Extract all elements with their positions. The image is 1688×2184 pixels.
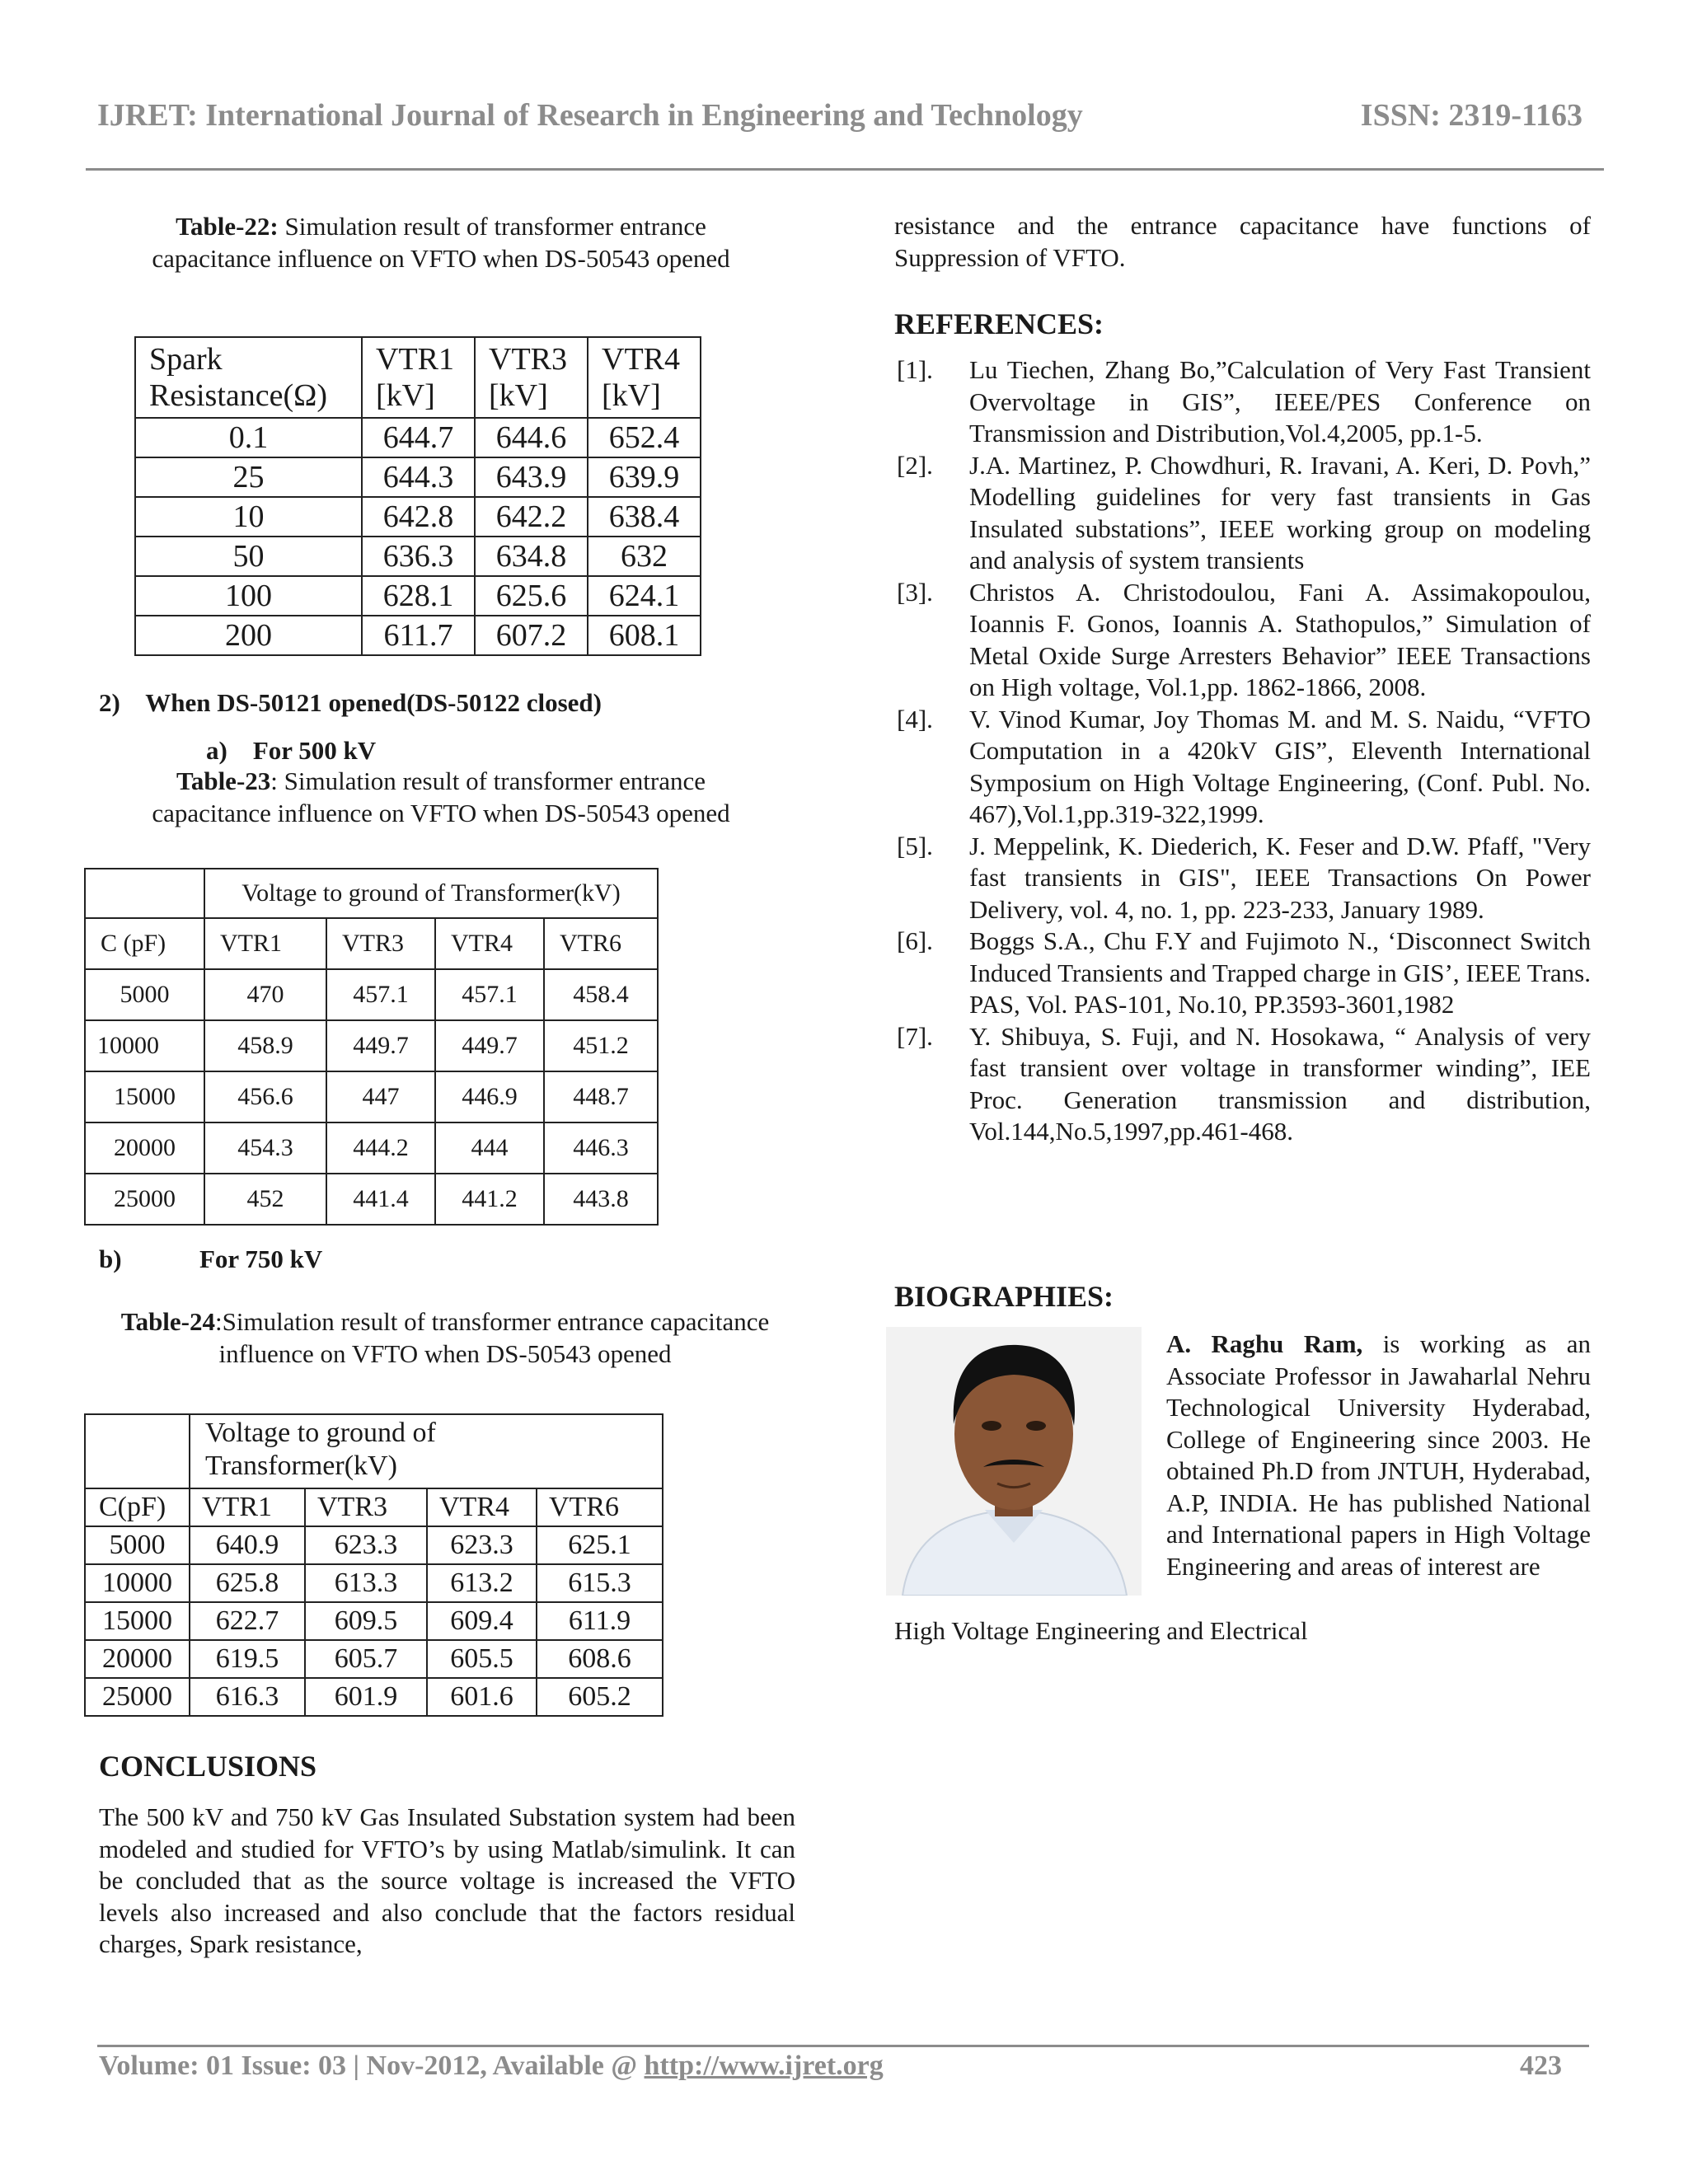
references-title: REFERENCES: xyxy=(894,307,1104,340)
table24-caption-text: :Simulation result of transformer entrance capacitance influence on VFTO when DS-50543 opened xyxy=(215,1307,770,1368)
table-row: 15000 456.6 447 446.9 448.7 xyxy=(85,1071,658,1122)
table22-header-cell: VTR4 [kV] xyxy=(588,337,701,418)
table22-caption-text: Simulation result of transformer entrance capacitance influence on VFTO when DS-50543 opened xyxy=(152,212,730,273)
table24-group-row xyxy=(85,1414,663,1488)
table-row: 25000 452 441.4 441.2 443.8 xyxy=(85,1174,658,1225)
reference-item: [5]. J. Meppelink, K. Diederich, K. Feser and D.W. Pfaff, "Very fast transients in GIS", IEEE Transactions On Power Delivery, vol. 4, no. 1, pp. 223-233, January 1989. xyxy=(897,831,1591,924)
page-number: 423 xyxy=(1520,2050,1562,2081)
section2-sub-b-label: b) xyxy=(99,1244,122,1273)
table-row: 10000 458.9 449.7 449.7 451.2 xyxy=(85,1020,658,1071)
footer-volume: Volume: 01 Issue: 03 | Nov-2012, Available @ xyxy=(99,2050,645,2081)
section2-sub-a: a) For 500 kV xyxy=(206,736,377,765)
table24-caption-label: Table-24 xyxy=(120,1307,216,1336)
table-row: 10000 625.8 613.3 613.2 615.3 xyxy=(85,1564,663,1602)
table22-caption xyxy=(115,210,767,274)
table22-header-cell: Spark Resistance(Ω) xyxy=(135,337,362,418)
conclusions-continuation: resistance and the entrance capacitance have functions of Suppression of VFTO. xyxy=(894,211,1591,272)
table24-caption xyxy=(120,1305,771,1370)
table22-caption-label: Table-22: xyxy=(176,212,279,241)
footer-divider xyxy=(97,2045,1589,2047)
section2-heading: 2) When DS-50121 opened(DS-50122 closed) xyxy=(99,688,602,717)
journal-title: IJRET: International Journal of Research in Engineering and Technology xyxy=(97,98,1083,133)
table-row: 20000 619.5 605.7 605.5 608.6 xyxy=(85,1640,663,1678)
reference-item: [6]. Boggs S.A., Chu F.Y and Fujimoto N., ‘Disconnect Switch Induced Transients and Trapped charge in GIS’, IEEE Trans. PAS, Vol. PAS-101, No.10, PP.3593-3601,1982 xyxy=(897,926,1591,1019)
table23-group-header: Voltage to ground of Transformer(kV) xyxy=(204,869,658,918)
table-row: 20000 454.3 444.2 444 446.3 xyxy=(85,1122,658,1174)
journal-link[interactable]: http://www.ijret.org xyxy=(644,2050,884,2081)
issn: ISSN: 2319-1163 xyxy=(1360,98,1582,133)
table-row: 0.1 644.7 644.6 652.4 xyxy=(135,418,701,457)
table23-group-row xyxy=(85,869,658,918)
reference-item: [1]. Lu Tiechen, Zhang Bo,”Calculation of Very Fast Transient Overvoltage in GIS”, IEEE/PES Conference on Transmission and Distribution,Vol.4,2005, pp.1-5. xyxy=(897,355,1591,448)
table22-header-cell: VTR1 [kV] xyxy=(362,337,475,418)
biography-tail: High Voltage Engineering and Electrical xyxy=(894,1616,1308,1645)
table22-header-cell: VTR3 [kV] xyxy=(475,337,588,418)
page-footer xyxy=(99,2050,1562,2082)
table-row: 5000 470 457.1 457.1 458.4 xyxy=(85,969,658,1020)
reference-item: [7]. Y. Shibuya, S. Fuji, and N. Hosokawa, “ Analysis of very fast transient over voltage in transformer winding”, IEE Proc. Generation transmission and distribution, Vol.144,No.5,1997,pp.461-468. xyxy=(897,1021,1591,1146)
header-divider xyxy=(86,168,1604,171)
table-row: 15000 622.7 609.5 609.4 611.9 xyxy=(85,1602,663,1640)
table24 xyxy=(84,1413,663,1717)
author-name: A. Raghu Ram, xyxy=(1166,1329,1363,1358)
author-photo xyxy=(886,1327,1142,1596)
biographies-title: BIOGRAPHIES: xyxy=(894,1280,1114,1313)
table-row: 25000 616.3 601.9 601.6 605.2 xyxy=(85,1678,663,1716)
table-row: 50 636.3 634.8 632 xyxy=(135,537,701,576)
table-row: 25 644.3 643.9 639.9 xyxy=(135,457,701,497)
reference-item: [3]. Christos A. Christodoulou, Fani A. Assimakopoulou, Ioannis F. Gonos, Ioannis A. Stathopulos,” Simulation of Metal Oxide Surge Arresters Behavior” IEEE Transactions on High voltage, Vol.1,pp. 1862-1866, 2008. xyxy=(897,577,1591,701)
table22-header-row xyxy=(135,337,701,418)
conclusions-title: CONCLUSIONS xyxy=(99,1750,317,1783)
table-row: 200 611.7 607.2 608.1 xyxy=(135,616,701,655)
section2-sub-b-text: For 750 kV xyxy=(199,1244,323,1273)
reference-item: [2]. J.A. Martinez, P. Chowdhuri, R. Iravani, A. Keri, D. Povh,” Modelling guidelines for very fast transients in Gas Insulated substations”, IEEE working group on modeling and analysis of system transients xyxy=(897,450,1591,574)
table24-header-row: C(pF) VTR1 VTR3 VTR4 VTR6 xyxy=(85,1488,663,1526)
table-row: 10 642.8 642.2 638.4 xyxy=(135,497,701,537)
table22 xyxy=(134,336,701,656)
conclusions-text: The 500 kV and 750 kV Gas Insulated Substation system had been modeled and studied for VFTO’s by using Matlab/simulink. It can be concluded that as the source voltage is increased the VFTO levels also increased and also conclude that the factors residual charges, Spark resistance, xyxy=(99,1802,795,1958)
table-row: 5000 640.9 623.3 623.3 625.1 xyxy=(85,1526,663,1564)
references-list xyxy=(897,354,1591,1148)
biography-text: A. Raghu Ram, is working as an Associate Professor in Jawaharlal Nehru Technological University Hyderabad, College of Engineering since 2003. He obtained Ph.D from JNTUH, Hyderabad, A.P, INDIA. He has published National and International papers in High Voltage Engineering and areas of interest are xyxy=(1166,1329,1591,1581)
table23-caption-label: Table-23 xyxy=(176,766,271,795)
table23-header-row: C (pF) VTR1 VTR3 VTR4 VTR6 xyxy=(85,918,658,969)
table23-caption-text: : Simulation result of transformer entrance capacitance influence on VFTO when DS-50543 opened xyxy=(152,766,730,827)
table23-caption xyxy=(115,765,767,829)
table23 xyxy=(84,868,659,1226)
reference-item: [4]. V. Vinod Kumar, Joy Thomas M. and M. S. Naidu, “VFTO Computation in a 420kV GIS”, Eleventh International Symposium on High Voltage Engineering, (Conf. Publ. No. 467),Vol.1,pp.319-322,1999. xyxy=(897,704,1591,828)
table24-group-header: Voltage to ground of Transformer(kV) xyxy=(190,1414,663,1488)
table-row: 100 628.1 625.6 624.1 xyxy=(135,576,701,616)
